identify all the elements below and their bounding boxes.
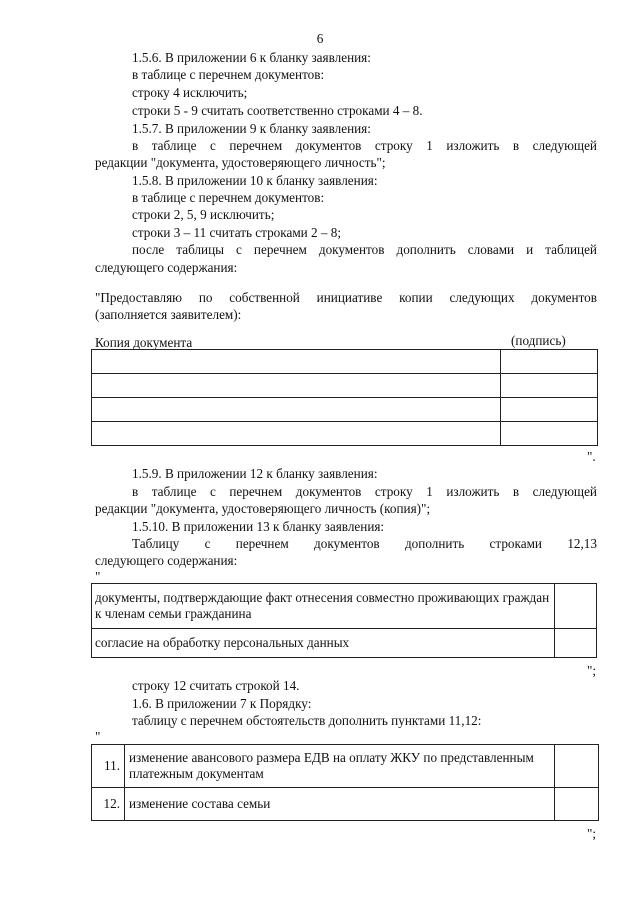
column-header-signature: (подпись) (511, 333, 566, 348)
clause-1-5-7: 1.5.7. В приложении 9 к бланку заявления: (132, 121, 371, 136)
closing-quote: "; (587, 826, 597, 841)
circumstances-table (91, 744, 599, 821)
table-cell: изменение авансового размера ЕДВ на оплату ЖКУ по представленным платежным документам (125, 745, 555, 788)
text-line: "Предоставляю по собственной инициативе копии следующих документов (95, 290, 597, 305)
signature-cell (501, 350, 598, 374)
text-line: редакции "документа, удостоверяющего личность"; (95, 155, 386, 170)
text-line: в таблице с перечнем документов строку 1 изложить в следующей (132, 484, 597, 499)
table-cell (555, 584, 597, 629)
table-cell (555, 629, 597, 658)
signature-cell (501, 374, 598, 398)
table-row (92, 584, 597, 629)
text-line: в таблице с перечнем документов строку 1 изложить в следующей (132, 138, 597, 153)
text-line: строки 5 - 9 считать соответственно строками 4 – 8. (132, 103, 423, 118)
signature-cell (501, 422, 598, 446)
signature-cell (501, 398, 598, 422)
text-line: следующего содержания: (95, 260, 238, 275)
table-cell: согласие на обработку персональных данных (92, 629, 555, 658)
opening-quote: " (95, 569, 101, 584)
text-line: строки 2, 5, 9 исключить; (132, 207, 275, 222)
table-row (92, 745, 599, 788)
row-number: 11. (92, 745, 125, 788)
text-line: таблицу с перечнем обстоятельств дополнить пунктами 11,12: (132, 713, 482, 728)
table-cell (555, 788, 599, 821)
table-row (92, 350, 598, 374)
text-line: Таблицу с перечнем документов дополнить строками 12,13 (132, 536, 597, 551)
text-line: строки 3 – 11 считать строками 2 – 8; (132, 225, 342, 240)
table-cell (92, 422, 501, 446)
clause-1-5-10: 1.5.10. В приложении 13 к бланку заявления: (132, 519, 385, 534)
text-line: (заполняется заявителем): (95, 307, 242, 322)
opening-quote: " (95, 729, 101, 744)
text-line: строку 12 считать строкой 14. (132, 678, 300, 693)
closing-quote: ". (587, 449, 596, 464)
text-line: следующего содержания: (95, 553, 238, 568)
documents-table (91, 583, 597, 658)
closing-quote: "; (587, 663, 597, 678)
table-row (92, 629, 597, 658)
table-cell (92, 374, 501, 398)
clause-1-5-8: 1.5.8. В приложении 10 к бланку заявления: (132, 173, 378, 188)
table-row (92, 788, 599, 821)
copies-table (91, 349, 598, 446)
table-cell (92, 398, 501, 422)
table-cell: документы, подтверждающие факт отнесения совместно проживающих граждан к членам семьи гражданина (92, 584, 555, 629)
clause-1-6: 1.6. В приложении 7 к Порядку: (132, 696, 312, 711)
table-row (92, 374, 598, 398)
table-cell (92, 350, 501, 374)
table-row (92, 422, 598, 446)
text-line: редакции "документа, удостоверяющего личность (копия)"; (95, 501, 431, 516)
page-number: 6 (316, 31, 324, 46)
text-line: после таблицы с перечнем документов дополнить словами и таблицей (132, 242, 597, 257)
clause-1-5-6: 1.5.6. В приложении 6 к бланку заявления: (132, 50, 371, 65)
table-cell (555, 745, 599, 788)
table-cell: изменение состава семьи (125, 788, 555, 821)
row-number: 12. (92, 788, 125, 821)
clause-1-5-9: 1.5.9. В приложении 12 к бланку заявления: (132, 466, 378, 481)
text-line: в таблице с перечнем документов: (132, 67, 325, 82)
text-line: в таблице с перечнем документов: (132, 190, 325, 205)
column-header-copy: Копия документа (95, 335, 193, 350)
table-row (92, 398, 598, 422)
text-line: строку 4 исключить; (132, 85, 248, 100)
